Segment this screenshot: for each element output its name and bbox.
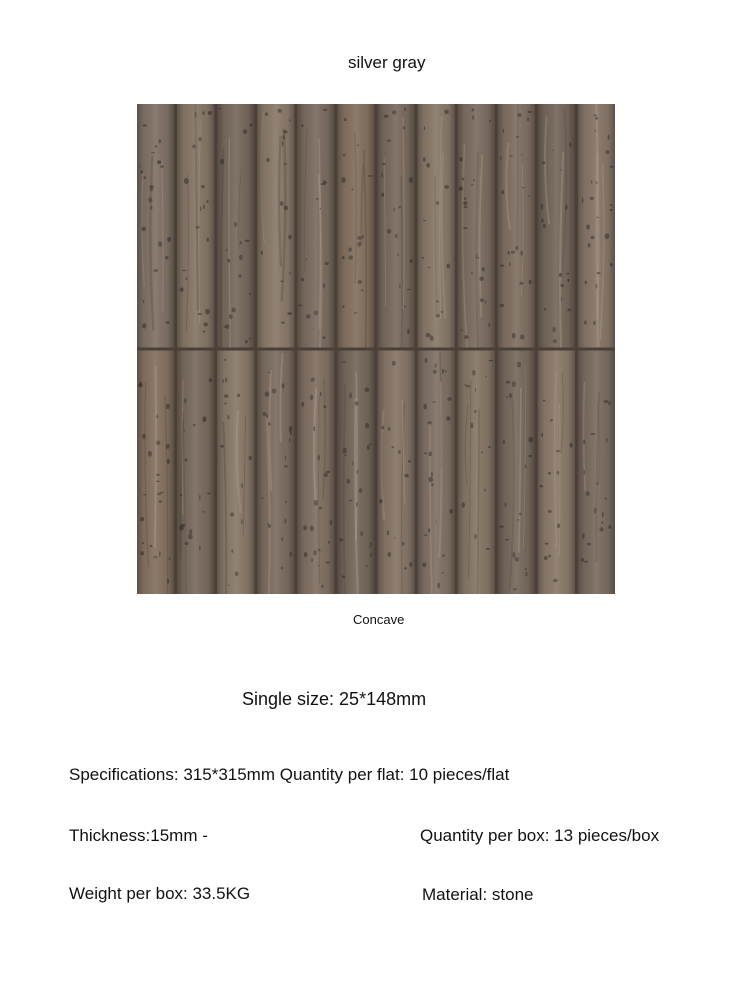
stone-strip xyxy=(257,104,294,348)
stone-strip xyxy=(578,351,615,595)
stone-strip xyxy=(177,104,214,348)
quantity-per-box-text: Quantity per box: 13 pieces/box xyxy=(420,826,660,845)
stone-strip xyxy=(337,351,374,595)
stone-strip xyxy=(337,104,374,348)
stone-strip xyxy=(378,351,415,595)
stone-strip xyxy=(217,351,254,595)
thickness-text: Thickness:15mm - xyxy=(69,826,208,845)
stone-strip xyxy=(418,104,455,348)
mosaic-tile-image xyxy=(137,104,615,594)
specifications-text: Specifications: 315*315mm Quantity per flat: 10 pieces/flat xyxy=(69,765,510,784)
stone-strip xyxy=(177,351,214,595)
stone-strip xyxy=(137,104,174,348)
travertine-strip-mosaic xyxy=(137,104,615,594)
weight-per-box-text: Weight per box: 33.5KG xyxy=(69,884,251,903)
stone-strip xyxy=(498,351,535,595)
stone-strip xyxy=(538,351,575,595)
stone-strip xyxy=(578,104,615,348)
stone-strip xyxy=(297,351,334,595)
stone-strip xyxy=(458,351,495,595)
stone-strip xyxy=(257,351,294,595)
stone-strip xyxy=(538,104,575,348)
stone-strip xyxy=(458,104,495,348)
single-size-text: Single size: 25*148mm xyxy=(242,689,427,709)
stone-strip xyxy=(137,351,174,595)
stone-strip xyxy=(297,104,334,348)
product-color-name: silver gray xyxy=(348,53,426,72)
finish-label: Concave xyxy=(353,612,405,627)
stone-strip xyxy=(217,104,254,348)
material-text: Material: stone xyxy=(422,885,534,904)
stone-strip xyxy=(498,104,535,348)
stone-strip xyxy=(418,351,455,595)
stone-strip xyxy=(378,104,415,348)
